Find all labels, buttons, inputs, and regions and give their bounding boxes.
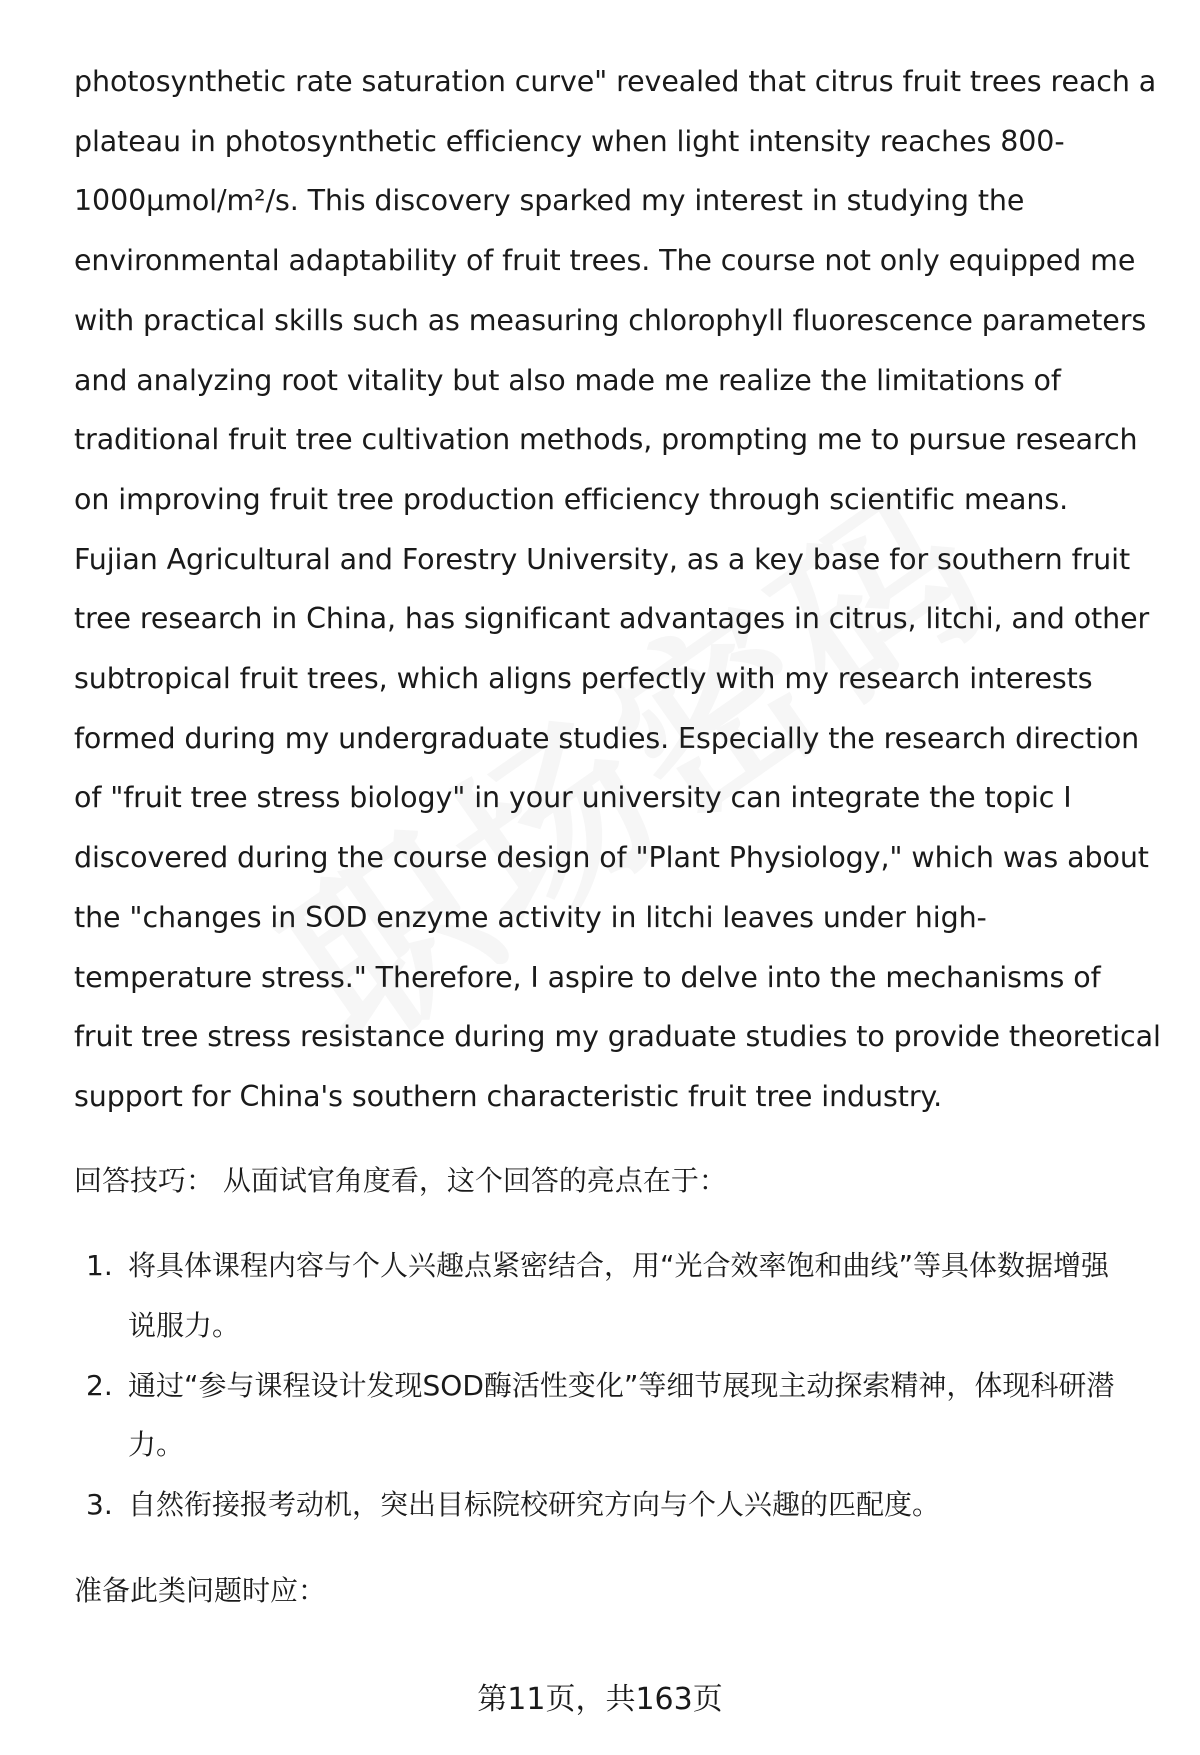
body-line: Fujian Agricultural and Forestry University, as a key base for southern fruit (74, 542, 1131, 576)
tip-item (74, 1356, 1154, 1475)
body-line: traditional fruit tree cultivation methods, prompting me to pursue research (74, 423, 1138, 457)
answer-tips-label: 回答技巧： 从面试官角度看，这个回答的亮点在于： (74, 1163, 727, 1197)
tip-number: 2. (86, 1368, 113, 1402)
tips-list (74, 1236, 1154, 1535)
body-line: the "changes in SOD enzyme activity in litchi leaves under high- (74, 900, 987, 934)
tip-item (74, 1475, 1154, 1535)
body-line: on improving fruit tree production efficiency through scientific means. (74, 482, 1069, 516)
body-line: of "fruit tree stress biology" in your university can integrate the topic I (74, 781, 1072, 815)
tip-number: 1. (86, 1249, 113, 1283)
body-line: environmental adaptability of fruit trees. The course not only equipped me (74, 244, 1136, 278)
body-line: photosynthetic rate saturation curve" revealed that citrus fruit trees reach a (74, 65, 1157, 98)
body-paragraph (74, 52, 1161, 1127)
body-line: fruit tree stress resistance during my graduate studies to provide theoretical (74, 1020, 1161, 1054)
body-line: with practical skills such as measuring chlorophyll fluorescence parameters (74, 303, 1147, 337)
body-line: tree research in China, has significant advantages in citrus, litchi, and other (74, 602, 1150, 636)
page-content (74, 52, 1161, 1621)
tip-number: 3. (86, 1488, 113, 1522)
prep-label: 准备此类问题时应： (74, 1573, 327, 1607)
body-line: subtropical fruit trees, which aligns perfectly with my research interests (74, 662, 1093, 696)
tip-item (74, 1236, 1154, 1355)
page-number-footer: 第11页，共163页 (477, 1682, 723, 1717)
tip-text: 自然衔接报考动机，突出目标院校研究方向与个人兴趣的匹配度。 (128, 1488, 941, 1522)
body-line: formed during my undergraduate studies. Especially the research direction (74, 721, 1140, 755)
body-line: and analyzing root vitality but also made me realize the limitations of (74, 363, 1061, 397)
body-line: support for China's southern characteristic fruit tree industry. (74, 1079, 943, 1113)
body-line: plateau in photosynthetic efficiency when light intensity reaches 800- (74, 124, 1065, 158)
body-line: 1000μmol/m²/s. This discovery sparked my interest in studying the (74, 184, 1025, 218)
tip-text: 通过“参与课程设计发现SOD酶活性变化”等细节展现主动探索精神，体现科研潜力。 (128, 1368, 1115, 1462)
body-line: discovered during the course design of "Plant Physiology," which was about (74, 841, 1149, 875)
body-line: temperature stress." Therefore, I aspire to delve into the mechanisms of (74, 960, 1101, 994)
tip-text: 将具体课程内容与个人兴趣点紧密结合，用“光合效率饱和曲线”等具体数据增强说服力。 (128, 1249, 1110, 1343)
